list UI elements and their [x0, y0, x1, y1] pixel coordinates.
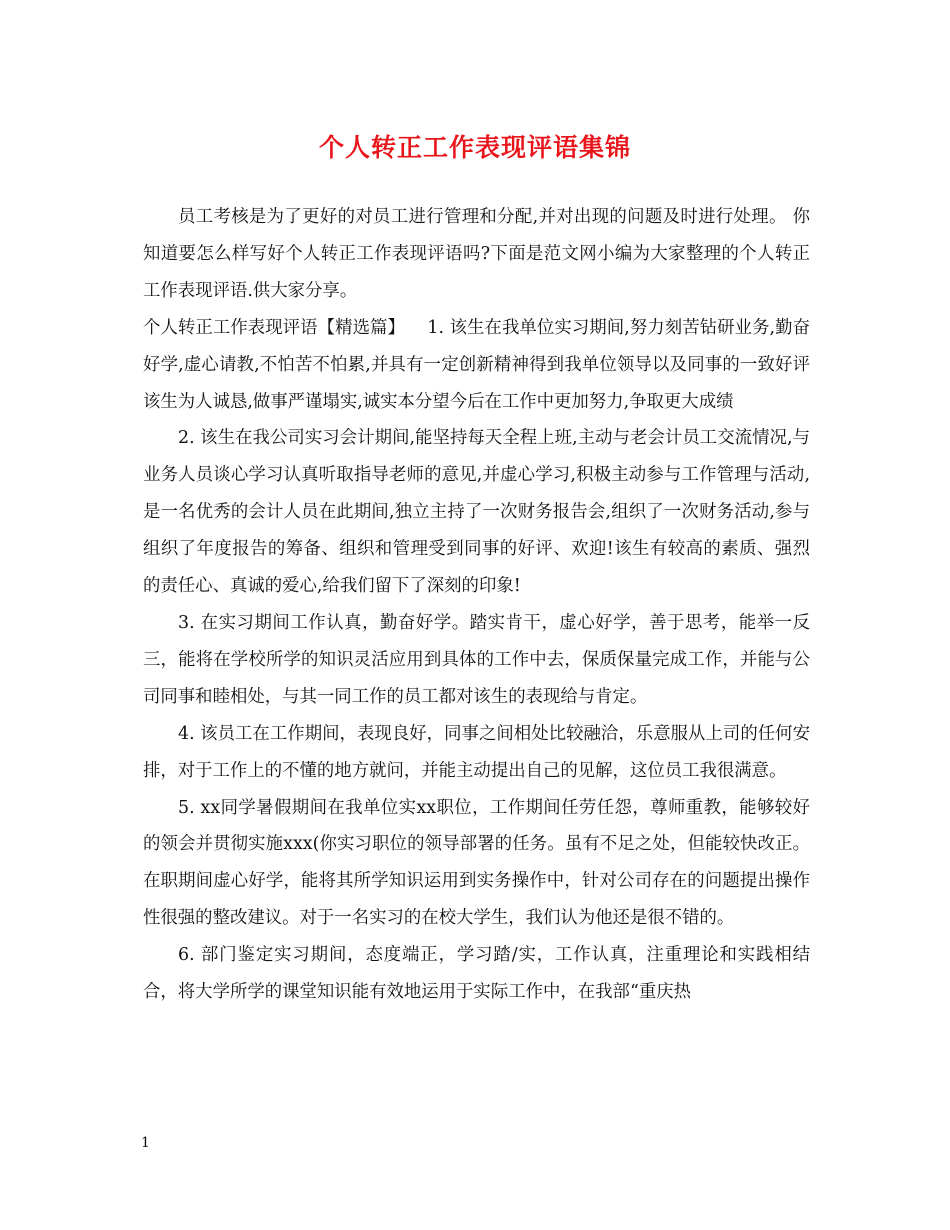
comment-paragraph-6: 6. 部门鉴定实习期间，态度端正，学习踏/实，工作认真，注重理论和实践相结合，将大学所学的课堂知识能有效地运用于实际工作中，在我部“重庆热 — [143, 945, 810, 1003]
intro-paragraph: 员工考核是为了更好的对员工进行管理和分配,并对出现的问题及时进行处理。 你知道要怎么样写好个人转正工作表现评语吗?下面是范文网小编为大家整理的个人转正工作表现评语.供大家分享。 — [143, 207, 810, 301]
comment-paragraph-5: 5. xx同学暑假期间在我单位实xx职位，工作期间任劳任怨，尊师重教，能够较好的领会并贯彻实施xxx(你实习职位的领导部署的任务。虽有不足之处，但能较快改正。在职期间虚心好学，能将其所学知识运用到实务操作中，针对公司存在的问题提出操作性很强的整改建议。对于一名实习的在校大学生，我们认为他还是很不错的。 — [143, 797, 810, 929]
comment-paragraph-4: 4. 该员工在工作期间，表现良好，同事之间相处比较融洽，乐意服从上司的任何安排，对于工作上的不懂的地方就问，并能主动提出自己的见解，这位员工我很满意。 — [143, 723, 810, 781]
comment-paragraph-2: 2. 该生在我公司实习会计期间,能坚持每天全程上班,主动与老会计员工交流情况,与业务人员谈心学习认真听取指导老师的意见,并虚心学习,积极主动参与工作管理与活动,是一名优秀的会计人员在此期间,独立主持了一次财务报告会,组织了一次财务活动,参与组织了年度报告的筹备、组织和管理受到同事的好评、欢迎!该生有较高的素质、强烈的责任心、真诚的爱心,给我们留下了深刻的印象! — [143, 428, 810, 597]
document-title: 个人转正工作表现评语集锦 — [318, 133, 631, 162]
comment-paragraph-3: 3. 在实习期间工作认真，勤奋好学。踏实肯干，虚心好学，善于思考，能举一反三，能将在学校所学的知识灵活应用到具体的工作中去，保质保量完成工作，并能与公司同事和睦相处，与其一同工作的员工都对该生的表现给与肯定。 — [143, 612, 810, 707]
section-heading-paragraph: 个人转正工作表现评语【精选篇】 1. 该生在我单位实习期间,努力刻苦钻研业务,勤奋好学,虚心请教,不怕苦不怕累,并具有一定创新精神得到我单位领导以及同事的一致好评该生为人诚恳,做事严谨塌实,诚实本分望今后在工作中更加努力,争取更大成绩 — [143, 317, 810, 412]
page-number: 1 — [141, 1135, 150, 1151]
document-body — [143, 199, 810, 1011]
